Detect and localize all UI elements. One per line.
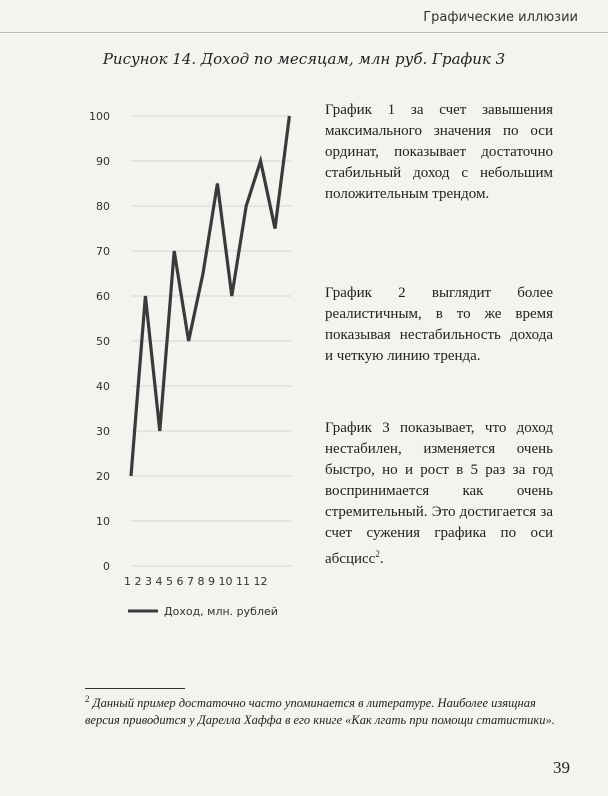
y-tick-label: 30 (96, 425, 110, 438)
paragraph-graph-3-text: График 3 показывает, что доход нестабилен, изменяется очень быстро, но и рост в 5 раз за год воспринимается как очень стремительный. Это достигается за счет сужения графика по оси абсцисс (325, 420, 553, 567)
footnote-marker: 2 (85, 694, 90, 704)
y-tick-label: 90 (96, 155, 110, 168)
legend-label: Доход, млн. рублей (164, 605, 278, 618)
header-rule (0, 32, 608, 33)
y-tick-label: 40 (96, 380, 110, 393)
x-axis-ticks (124, 575, 267, 588)
y-axis-ticks (89, 110, 110, 573)
paragraph-graph-2: График 2 выглядит более реалистичным, в то же время показывая нестабильность дохода и четкую линию тренда. (325, 285, 553, 364)
y-tick-label: 10 (96, 515, 110, 528)
running-title: Графические иллюзии (423, 10, 578, 25)
paragraph-graph-3 (325, 418, 553, 570)
footnote-reference[interactable]: 2 (375, 549, 380, 559)
y-tick-label: 100 (89, 110, 110, 123)
x-tick-labels: 1 2 3 4 5 6 7 8 9 10 11 12 (124, 575, 268, 588)
line-chart (88, 100, 303, 620)
y-tick-label: 80 (96, 200, 110, 213)
page-number: 39 (553, 758, 570, 777)
y-tick-label: 0 (103, 560, 110, 573)
y-tick-label: 60 (96, 290, 110, 303)
footnote-text: Данный пример достаточно часто упоминается в литературе. Наиболее изящная версия приводится у Дарелла Хаффа в его книге «Как лгать при помощи статистики». (85, 696, 555, 728)
y-tick-label: 50 (96, 335, 110, 348)
y-tick-label: 70 (96, 245, 110, 258)
footnote-rule (85, 688, 185, 689)
paragraph-graph-1: График 1 за счет завышения максимального значения по оси ординат, показывает достаточно стабильный доход с небольшим положительным трендом. (325, 102, 553, 202)
paragraph-graph-3-end: . (379, 551, 384, 567)
footnote (85, 691, 560, 729)
chart-legend (128, 605, 278, 618)
figure-caption: Рисунок 14. Доход по месяцам, млн руб. График 3 (102, 50, 506, 68)
y-tick-label: 20 (96, 470, 110, 483)
